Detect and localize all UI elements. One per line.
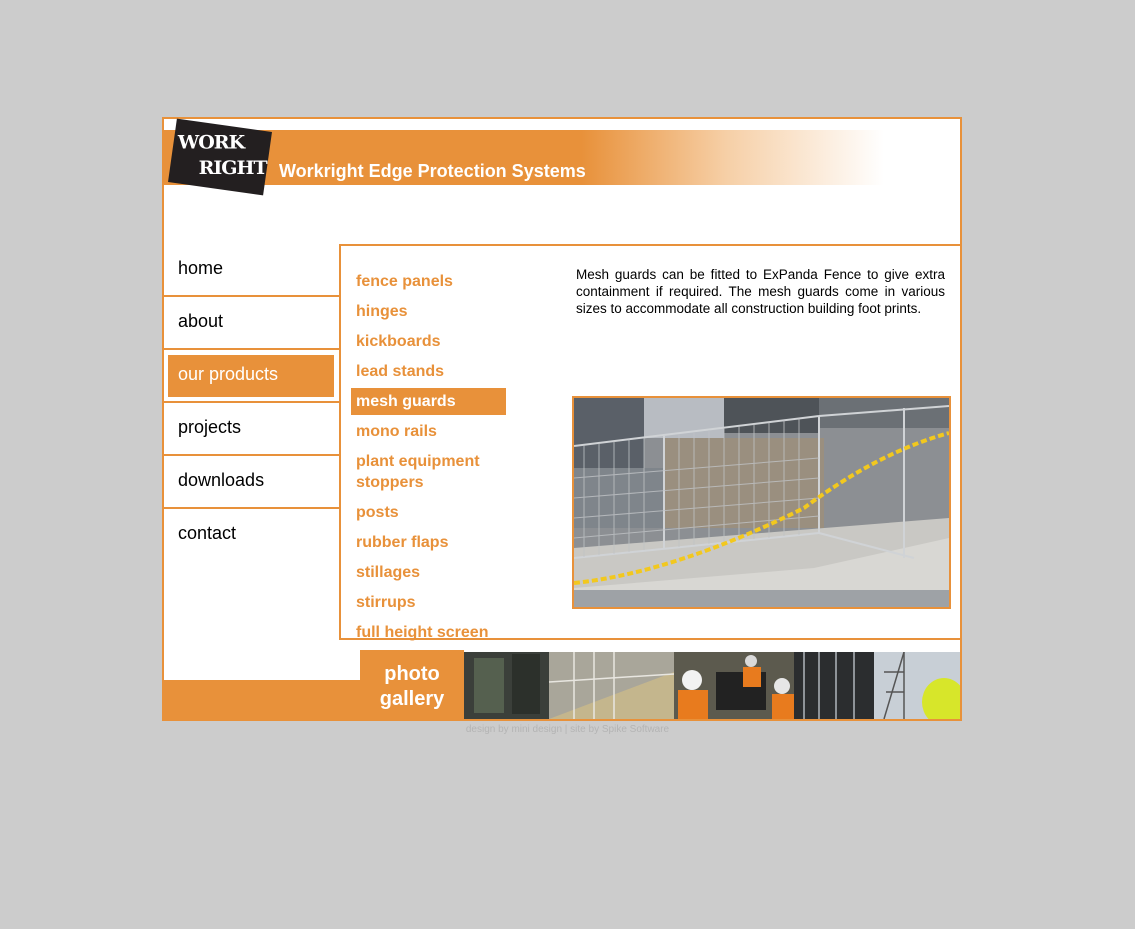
product-list	[351, 268, 521, 646]
nav-item-downloads[interactable]	[164, 456, 340, 509]
nav-item-home[interactable]	[164, 244, 340, 297]
product-photo	[572, 396, 951, 609]
product-link-stillages[interactable]: stillages	[356, 564, 421, 581]
product-link-kickboards[interactable]: kickboards	[356, 333, 441, 350]
product-link-stirrups[interactable]: stirrups	[356, 594, 416, 611]
product-link-plant-equipment-stoppers[interactable]: plant equipment stoppers	[356, 453, 480, 491]
content-panel	[339, 244, 962, 640]
product-link-posts[interactable]: posts	[356, 504, 399, 521]
photo-gallery-label	[360, 662, 464, 712]
product-link-full-height-screen[interactable]: full height screen	[356, 624, 489, 641]
logo-text-right: RIGHT	[198, 156, 267, 179]
mesh-guard-photo-illustration	[574, 398, 949, 607]
site-title: Workright Edge Protection Systems	[279, 161, 586, 181]
photo-gallery-link[interactable]	[360, 650, 464, 719]
nav-item-label: projects	[178, 417, 242, 437]
nav-item-label: our products	[178, 364, 279, 384]
footer-credits: design by mini design | site by Spike Software	[465, 724, 670, 735]
nav-item-label: downloads	[178, 470, 265, 490]
page-frame	[162, 117, 962, 721]
nav-item-label: contact	[178, 523, 237, 543]
nav-item-label: home	[178, 258, 224, 278]
product-description: Mesh guards can be fitted to ExPanda Fence to give extra containment if required. The mesh guards come in various sizes to accommodate all construction building foot prints.	[576, 267, 945, 316]
nav-item-contact[interactable]	[164, 509, 340, 560]
photo-gallery-strip[interactable]	[464, 652, 960, 719]
product-link-mesh-guards[interactable]: mesh guards	[351, 388, 506, 415]
photo-gallery-label-line1: photo	[384, 663, 440, 685]
nav-item-about[interactable]	[164, 297, 340, 350]
photo-gallery-label-line2: gallery	[379, 688, 445, 710]
main-nav	[164, 244, 340, 560]
product-link-hinges[interactable]: hinges	[356, 303, 408, 320]
gallery-thumbnails-illustration	[464, 652, 960, 719]
product-link-rubber-flaps[interactable]: rubber flaps	[356, 534, 449, 551]
product-link-mono-rails[interactable]: mono rails	[356, 423, 437, 440]
workright-logo[interactable]	[168, 119, 272, 196]
product-link-fence-panels[interactable]: fence panels	[356, 273, 453, 290]
nav-item-projects[interactable]	[164, 403, 340, 456]
nav-item-our-products[interactable]	[164, 350, 340, 403]
nav-item-label: about	[178, 311, 224, 331]
product-link-lead-stands[interactable]: lead stands	[356, 363, 445, 380]
logo-text-work: WORK	[177, 131, 245, 154]
